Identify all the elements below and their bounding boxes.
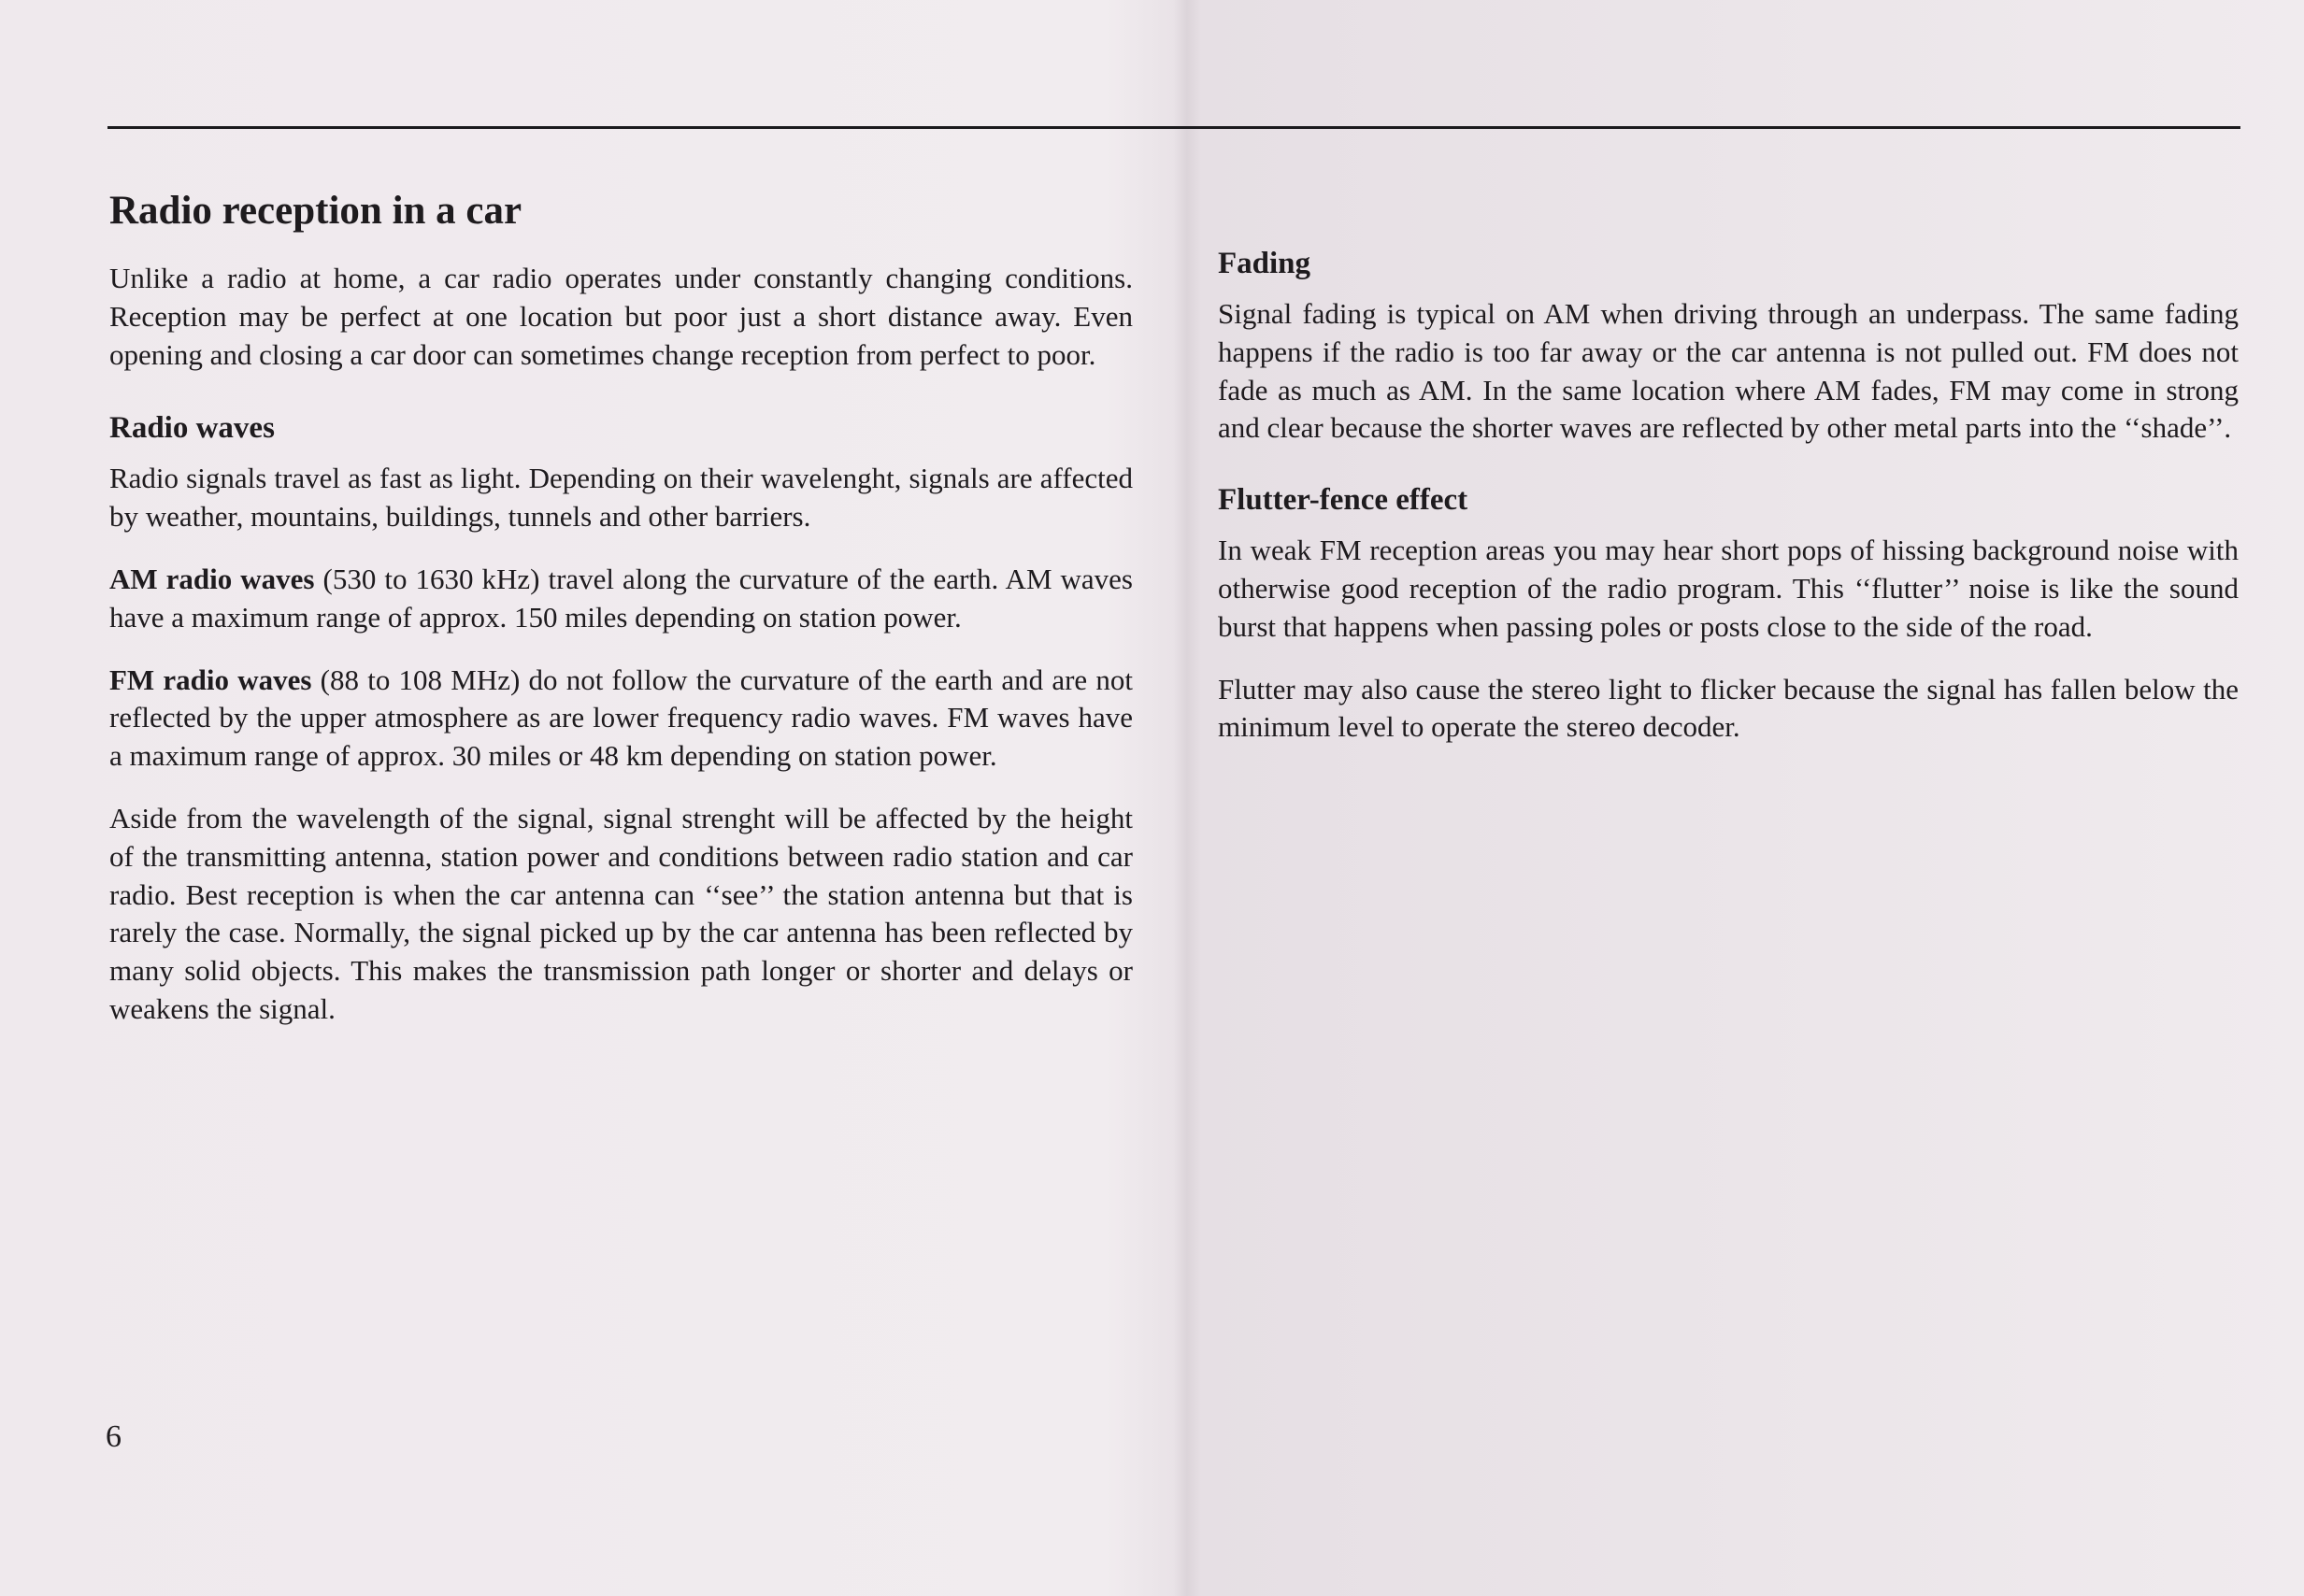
am-waves-lead: AM radio waves [109,562,315,595]
fm-waves-lead: FM radio waves [109,663,312,696]
am-waves-paragraph [109,561,1133,637]
radio-waves-heading: Radio waves [109,411,275,446]
intro-paragraph: Unlike a radio at home, a car radio operates under constantly changing conditions. Reception may be perfect at one location but poor just a short distance away. Even opening and closing a car door can sometimes change reception from perfect to poor. [109,262,1133,371]
fading-paragraph: Signal fading is typical on AM when driving through an underpass. The same fading happens if the radio is too far away or the car antenna is not pulled out. FM does not fade as much as AM. In the same location where AM fades, FM may come in strong and clear because the shorter waves are reflected by other metal parts into the ‘‘shade’’. [1218,297,2239,445]
fading-heading: Fading [1218,247,1311,280]
fm-waves-paragraph [109,662,1133,776]
flutter-paragraph: In weak FM reception areas you may hear short pops of hissing background noise with otherwise good reception of the radio program. This ‘‘flutter’’ noise is like the sound burst that happens when passing poles or posts close to the side of the road. [1218,534,2239,643]
am-waves-text: (530 to 1630 kHz) travel along the curvature of the earth. AM waves have a maximum range of approx. 150 miles depending on station power. [109,562,1133,634]
right-page-column [1218,245,2239,771]
page-number: 6 [106,1419,122,1454]
page-fold [1173,0,1201,1596]
flutter-paragraph-2: Flutter may also cause the stereo light to flicker because the signal has fallen below the minimum level to operate the stereo decoder. [1218,672,2239,744]
fm-waves-text: (88 to 108 MHz) do not follow the curvature of the earth and are not reflected by the upper atmosphere as are lower frequency radio waves. FM waves have a maximum range of approx. 30 miles or 48 km depending on station power. [109,663,1133,773]
header-rule [107,126,2240,129]
page-title: Radio reception in a car [109,189,522,233]
signal-strength-paragraph: Aside from the wavelength of the signal, signal strenght will be affected by the height of the transmitting antenna, station power and conditions between radio station and car radio. Best reception is when the car antenna can ‘‘see’’ the station antenna but that is rarely the case. Normally, the signal picked up by the car antenna has been reflected by many solid objects. This makes the transmission path longer or shorter and delays or weakens the signal. [109,801,1133,1025]
radio-waves-paragraph: Radio signals travel as fast as light. Depending on their wavelenght, signals are affected by weather, mountains, buildings, tunnels and other barriers. [109,462,1133,534]
left-page-column [109,187,1133,1053]
flutter-heading: Flutter-fence effect [1218,483,1468,518]
